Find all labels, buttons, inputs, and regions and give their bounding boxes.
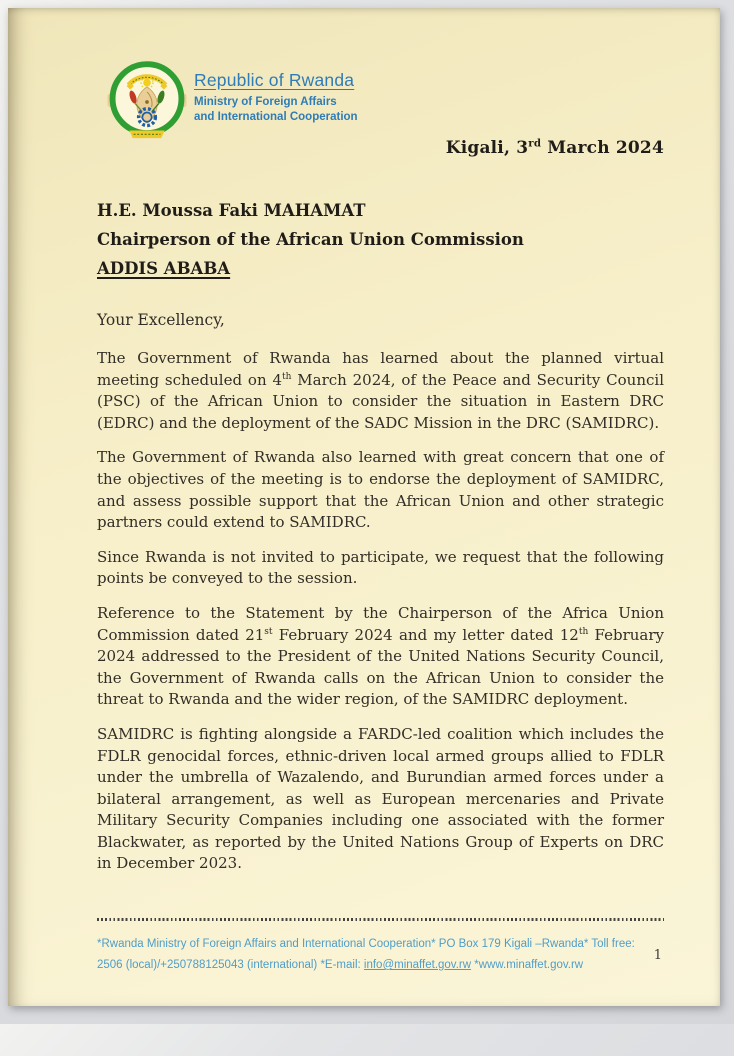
recipient-block bbox=[97, 196, 664, 283]
recipient-city: ADDIS ABABA bbox=[97, 259, 231, 278]
rwanda-coat-of-arms-icon bbox=[105, 58, 189, 146]
letter-page bbox=[8, 8, 720, 1006]
body-paragraph-4: Reference to the Statement by the Chairperson of the Africa Union Commission dated 21st February 2024 and my letter dated 12th February 2024 addressed to the President of the United Nations Security Council, the Government of Rwanda calls on the African Union to consider the threat to Rwanda and the wider region, of the SAMIDRC deployment. bbox=[97, 603, 664, 709]
body-paragraph-2: The Government of Rwanda also learned with great concern that one of the objectives of the meeting is to endorse the deployment of SAMIDRC, and assess possible support that the African Union and other strategic partners could extend to SAMIDRC. bbox=[97, 448, 664, 532]
body-paragraph-3: Since Rwanda is not invited to participate, we request that the following points be conveyed to the session. bbox=[97, 547, 664, 588]
footer-contact: *Rwanda Ministry of Foreign Affairs and International Cooperation* PO Box 179 Kigali –Rwanda* Toll free: 2506 (local)/+250788125043 (international) *E-mail: info@minaffet.gov.rw *www.minaffet.gov.rw bbox=[97, 938, 635, 971]
footer-divider bbox=[97, 918, 664, 921]
letter-content bbox=[8, 58, 720, 1056]
letter-body bbox=[97, 348, 664, 875]
letterhead-ministry-line2: and International Cooperation bbox=[194, 111, 358, 123]
letterhead-text bbox=[194, 70, 358, 125]
body-paragraph-5: SAMIDRC is fighting alongside a FARDC-led coalition which includes the FDLR genocidal forces, ethnic-driven local armed groups allied to FDLR under the umbrella of Wazalendo, and Burundian armed forces under a bilateral arrangement, as well as European mercenaries and Private Military Security Companies including one associated with the former Blackwater, as reported by the United Nations Group of Experts on DRC in December 2023. bbox=[97, 724, 664, 873]
page-number: 1 bbox=[653, 948, 662, 963]
letter-footer bbox=[97, 918, 664, 976]
body-paragraph-1: The Government of Rwanda has learned about the planned virtual meeting scheduled on 4th March 2024, of the Peace and Security Council (PSC) of the African Union to consider the situation in Eastern DRC (EDRC) and the deployment of the SADC Mission in the DRC (SAMIDRC). bbox=[97, 349, 665, 432]
letter-date: Kigali, 3rd March 2024 bbox=[445, 137, 664, 158]
footer-row bbox=[97, 934, 664, 976]
letterhead-ministry-line1: Ministry of Foreign Affairs bbox=[194, 96, 337, 108]
salutation: Your Excellency, bbox=[97, 311, 225, 329]
letterhead bbox=[97, 58, 664, 146]
recipient-title: Chairperson of the African Union Commission bbox=[97, 230, 524, 249]
recipient-name: H.E. Moussa Faki MAHAMAT bbox=[97, 201, 366, 220]
letterhead-country: Republic of Rwanda bbox=[194, 70, 355, 90]
